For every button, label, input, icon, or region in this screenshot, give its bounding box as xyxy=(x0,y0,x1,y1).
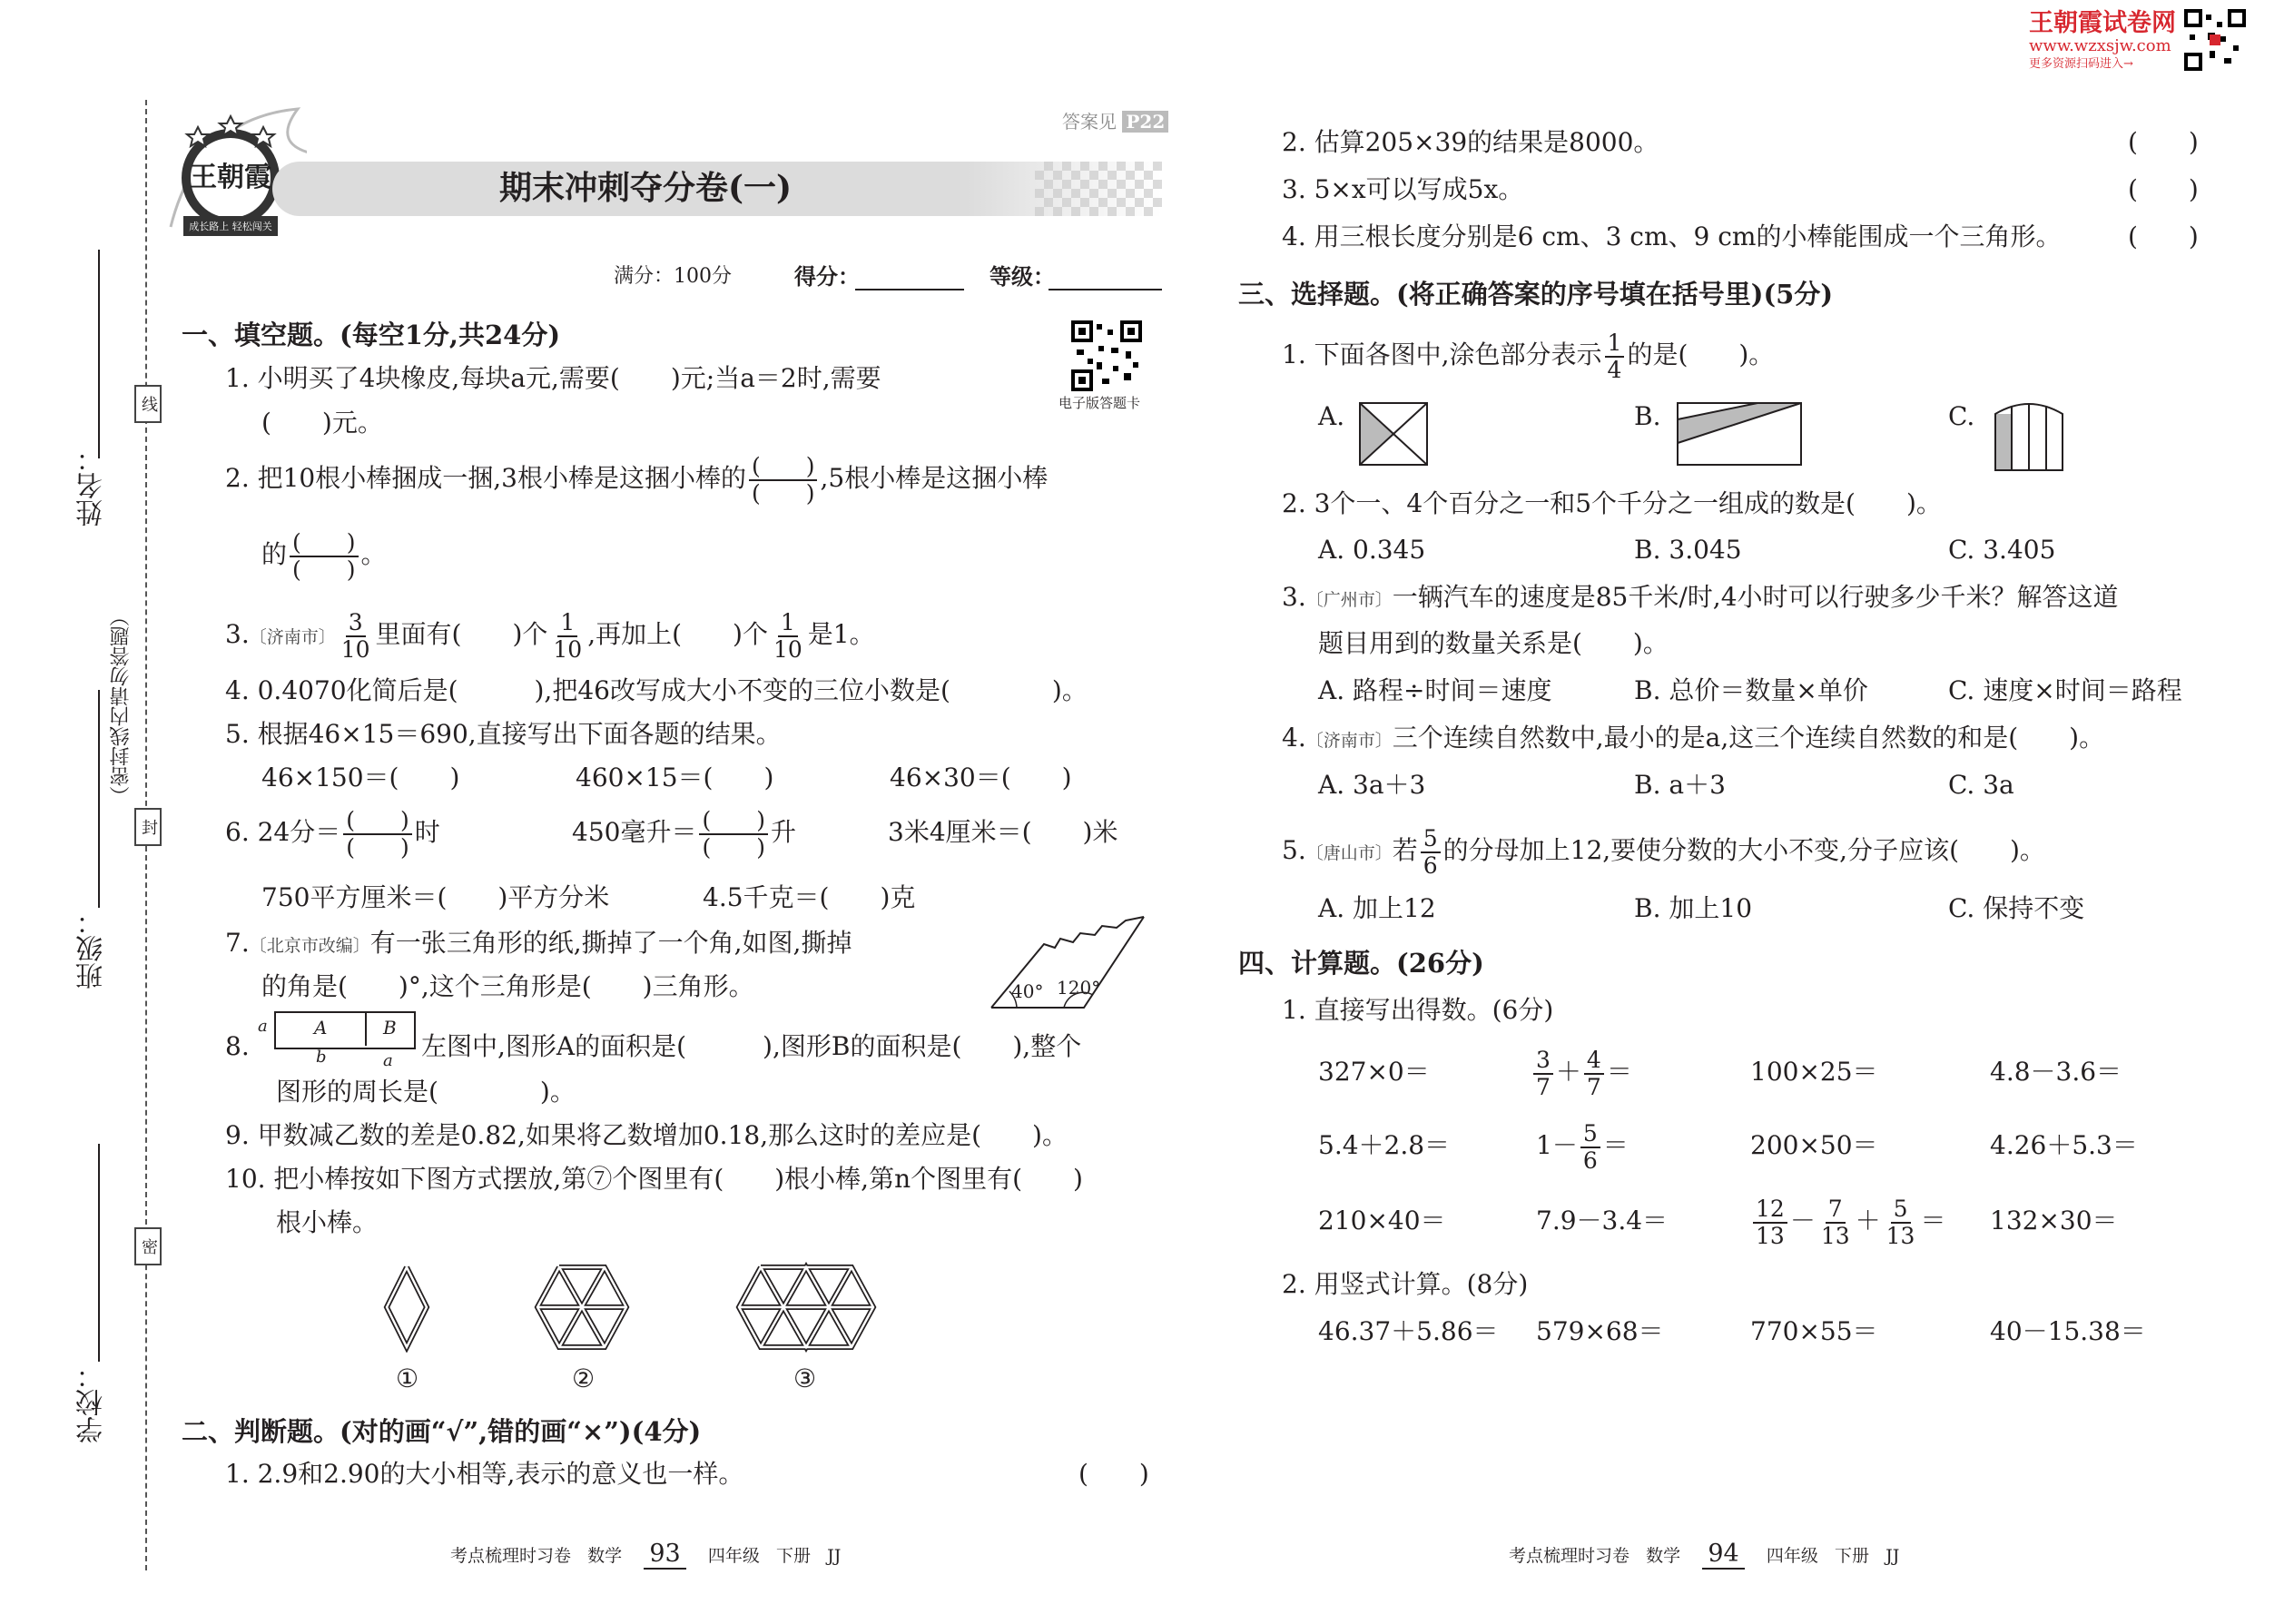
choice-q1-figure-B xyxy=(1676,401,1803,467)
choice-q3-opt-B[interactable]: B. 总价＝数量×单价 xyxy=(1634,675,1868,705)
choice-q1-figure-A xyxy=(1358,401,1429,467)
logo-subtitle: 成长路上 轻松闯关 xyxy=(189,221,272,232)
watermark-url: www.wzxsjw.com xyxy=(2029,36,2171,55)
choice-q5-line: 5.〔唐山市〕若 $\frac{5}{6}$ 的分母加上12,要使分数的大小不变,分子应该( )。 xyxy=(1282,824,2045,879)
seal-mark-seal: 封 xyxy=(134,808,162,846)
choice-q1-opt-A[interactable]: A. xyxy=(1318,401,1345,431)
choice-q3-opt-C[interactable]: C. 速度×时间＝路程 xyxy=(1948,675,2182,705)
choice-q5-opt-C[interactable]: C. 保持不变 xyxy=(1948,893,2085,923)
q2-fraction-blank-2[interactable]: $\frac{( )}{( )}$ xyxy=(290,530,359,583)
calc-r4-c1: 46.37＋5.86＝ xyxy=(1318,1316,1499,1346)
calc-r2-c2: 1－ $\frac{5}{6}$ ＝ xyxy=(1536,1119,1629,1174)
q9-line: 9. 甲数减乙数的差是0.82,如果将乙数增加0.18,那么这时的差应是( )。 xyxy=(225,1120,1068,1150)
calc-r2-c3: 200×50＝ xyxy=(1750,1130,1878,1160)
calc-r4-c2: 579×68＝ xyxy=(1536,1316,1664,1346)
calc-r1-c2: $\frac{3}{7}$ ＋ $\frac{4}{7}$ ＝ xyxy=(1531,1044,1632,1100)
judge-q4: 4. 用三根长度分别是6 cm、3 cm、9 cm的小棒能围成一个三角形。 xyxy=(1282,221,2062,251)
choice-q1: 1. 下面各图中,涂色部分表示 $\frac{1}{4}$ 的是( )。 xyxy=(1282,329,1775,383)
choice-q5-source-tag: 〔唐山市〕 xyxy=(1305,843,1393,863)
q10-figure-2 xyxy=(532,1262,632,1353)
choice-q5-opt-B[interactable]: B. 加上10 xyxy=(1634,893,1753,923)
judge-q2: 2. 估算205×39的结果是8000。 xyxy=(1282,127,1659,157)
q5-item-2: 460×15＝( ) xyxy=(576,763,774,792)
calc-r3-c2: 7.9－3.4＝ xyxy=(1536,1206,1669,1235)
q10-label-1: ① xyxy=(396,1363,419,1393)
q6-fraction-blank-1[interactable]: $\frac{( )}{( )}$ xyxy=(343,808,412,861)
choice-q1-opt-B[interactable]: B. xyxy=(1634,401,1661,431)
section1-title: 一、填空题。(每空1分,共24分) xyxy=(182,320,561,350)
calc-sub1-title: 1. 直接写出得数。(6分) xyxy=(1282,995,1554,1025)
choice-q3-line1: 3.〔广州市〕一辆汽车的速度是85千米/时,4小时可以行驶多少千米？解答这道 xyxy=(1282,582,2119,612)
q7-angle-120: 120° xyxy=(1057,977,1101,999)
calc-r4-c3: 770×55＝ xyxy=(1750,1316,1878,1346)
calc-r1-c4: 4.8－3.6＝ xyxy=(1990,1057,2122,1087)
calc-r3-c1: 210×40＝ xyxy=(1318,1206,1446,1235)
q5-line: 5. 根据46×15＝690,直接写出下面各题的结果。 xyxy=(225,719,782,749)
q2-line1 xyxy=(225,450,1048,507)
q2-line2 xyxy=(261,527,387,583)
choice-q4-opt-B[interactable]: B. a＋3 xyxy=(1634,770,1726,800)
q10-line2: 根小棒。 xyxy=(276,1207,379,1237)
judge-q2-answer[interactable]: ( ) xyxy=(2128,127,2199,157)
page-number-94: 94 xyxy=(1702,1540,1744,1570)
name-label: 姓名： xyxy=(76,445,108,527)
q3-line: 3.〔济南市〕 $\frac{3}{10}$ 里面有( )个 $\frac{1}{10}$ ,再加上( )个 $\frac{1}{10}$ 是1。 xyxy=(225,608,875,663)
q2-text-c: 的 xyxy=(261,539,288,569)
q2-fraction-blank-1[interactable]: $\frac{( )}{( )}$ xyxy=(749,454,818,507)
school-label: 学校： xyxy=(76,1362,108,1443)
q10-figure-1 xyxy=(379,1262,434,1353)
watermark-more: 更多资源扫码进入→ xyxy=(2029,57,2133,71)
q8-number: 8. xyxy=(225,1031,250,1061)
choice-q1-opt-C[interactable]: C. xyxy=(1948,401,1975,431)
q6-item-3: 3米4厘米＝( )米 xyxy=(888,817,1118,847)
q8-label-b: b xyxy=(316,1048,327,1067)
title-banner-checker xyxy=(1035,162,1162,216)
choice-q2-opt-A[interactable]: A. 0.345 xyxy=(1318,535,1426,565)
choice-q5-opt-A[interactable]: A. 加上12 xyxy=(1318,893,1436,923)
footer-left: 考点梳理时习卷 数学 93 四年级 下册 JJ xyxy=(450,1540,842,1568)
calc-r1-c1: 327×0＝ xyxy=(1318,1057,1430,1087)
answer-reference xyxy=(1062,107,1168,133)
score-label: 得分： xyxy=(794,263,860,290)
answer-ref-label: 答案见 xyxy=(1062,111,1117,133)
q5-item-1: 46×150＝( ) xyxy=(261,763,460,792)
choice-q4-line: 4.〔济南市〕三个连续自然数中,最小的是a,这三个连续自然数的和是( )。 xyxy=(1282,723,2105,753)
grade-field[interactable] xyxy=(1049,289,1162,290)
section2-title: 二、判断题。(对的画“√”,错的画“×”)(4分) xyxy=(182,1416,702,1447)
choice-q3-opt-A[interactable]: A. 路程÷时间＝速度 xyxy=(1318,675,1552,705)
q7-torn-triangle-figure xyxy=(989,908,1153,1013)
q5-item-3: 46×30＝( ) xyxy=(890,763,1072,792)
q8-line2: 图形的周长是( )。 xyxy=(276,1077,576,1107)
judge-q1: 1. 2.9和2.90的大小相等,表示的意义也一样。 xyxy=(225,1459,744,1489)
calc-r2-c4: 4.26＋5.3＝ xyxy=(1990,1130,2138,1160)
choice-q3-line2: 题目用到的数量关系是( )。 xyxy=(1318,628,1669,658)
q2-text-d: 。 xyxy=(360,539,387,569)
judge-q3: 3. 5×x可以写成5x。 xyxy=(1282,174,1524,204)
q6-item-2: 450毫升＝ $\frac{( )}{( )}$ 升 xyxy=(572,806,796,861)
seal-mark-secret: 密 xyxy=(134,1227,162,1265)
answer-ref-page: P22 xyxy=(1122,111,1168,133)
qr-caption: 电子版答题卡 xyxy=(1058,395,1141,411)
q10-label-3: ③ xyxy=(793,1363,817,1393)
q2-text-b: ,5根小棒是这捆小棒 xyxy=(820,463,1049,493)
grade-label: 等级： xyxy=(989,263,1055,290)
choice-q1-fraction: $\frac{1}{4}$ xyxy=(1605,330,1625,383)
class-field[interactable] xyxy=(98,690,100,908)
page-number-93: 93 xyxy=(644,1540,685,1570)
calc-r2-c1: 5.4＋2.8＝ xyxy=(1318,1130,1451,1160)
choice-q2-opt-C[interactable]: C. 3.405 xyxy=(1948,535,2056,565)
calc-r3-c3: $\frac{12}{13}$ － $\frac{7}{13}$ ＋ $\frac{5}{13}$ ＝ xyxy=(1750,1193,1945,1249)
section4-title: 四、计算题。(26分) xyxy=(1238,948,1484,979)
calc-r3-c4: 132×30＝ xyxy=(1990,1206,2118,1235)
watermark-qr-code[interactable] xyxy=(2184,9,2246,71)
choice-q4-opt-A[interactable]: A. 3a＋3 xyxy=(1318,770,1426,800)
q1-line1: 1. 小明买了4块橡皮,每块a元,需要( )元;当a＝2时,需要 xyxy=(225,363,881,393)
q1-line2: ( )元。 xyxy=(261,408,383,438)
q8-label-B: B xyxy=(383,1017,397,1038)
calc-sub2-title: 2. 用竖式计算。(8分) xyxy=(1282,1269,1529,1299)
q3-source-tag: 〔济南市〕 xyxy=(249,627,336,647)
q6-fraction-blank-2[interactable]: $\frac{( )}{( )}$ xyxy=(699,808,768,861)
q8-line1: 左图中,图形A的面积是( ),图形B的面积是( ),整个 xyxy=(421,1031,1082,1061)
footer-right: 考点梳理时习卷 数学 94 四年级 下册 JJ xyxy=(1509,1540,1900,1568)
q8-label-a-left: a xyxy=(258,1017,268,1036)
q7-line2: 的角是( )°,这个三角形是( )三角形。 xyxy=(261,971,754,1001)
binding-notice: （密封线内请勿答题） xyxy=(110,606,133,806)
school-field[interactable] xyxy=(98,1144,100,1362)
q4-line: 4. 0.4070化简后是( ),把46改写成大小不变的三位小数是( )。 xyxy=(225,675,1088,705)
calc-r4-c4: 40－15.38＝ xyxy=(1990,1316,2146,1346)
class-label: 班级： xyxy=(76,908,108,989)
choice-q4-opt-C[interactable]: C. 3a xyxy=(1948,770,2014,800)
answer-card-qr-code[interactable] xyxy=(1071,320,1142,391)
q2-text-a: 2. 把10根小棒捆成一捆,3根小棒是这捆小棒的 xyxy=(225,463,746,493)
choice-q4-source-tag: 〔济南市〕 xyxy=(1305,731,1393,751)
q3-fraction-2: $\frac{1}{10}$ xyxy=(553,608,583,663)
q3-fraction-1: $\frac{3}{10}$ xyxy=(340,608,370,663)
q6-item-5: 4.5千克＝( )克 xyxy=(703,882,916,912)
q8-label-a-bottom: a xyxy=(383,1051,393,1070)
q6-item-1: 6. 24分＝ $\frac{( )}{( )}$ 时 xyxy=(225,806,440,861)
choice-q5-fraction: $\frac{5}{6}$ xyxy=(1421,826,1441,879)
calc-r1-c3: 100×25＝ xyxy=(1750,1057,1878,1087)
page-title: 期末冲刺夺分卷(一) xyxy=(499,169,793,207)
section3-title: 三、选择题。(将正确答案的序号填在括号里)(5分) xyxy=(1238,279,1834,310)
choice-q3-source-tag: 〔广州市〕 xyxy=(1305,590,1393,610)
q10-line1: 10. 把小棒按如下图方式摆放,第⑦个图里有( )根小棒,第n个图里有( ) xyxy=(225,1164,1083,1194)
choice-q2-opt-B[interactable]: B. 3.045 xyxy=(1634,535,1742,565)
name-field[interactable] xyxy=(98,250,100,458)
q8-label-A: A xyxy=(314,1017,328,1038)
q7-source-tag: 〔北京市改编〕 xyxy=(249,936,370,956)
q7-line1: 7.〔北京市改编〕有一张三角形的纸,撕掉了一个角,如图,撕掉 xyxy=(225,928,852,958)
q3-fraction-3: $\frac{1}{10}$ xyxy=(773,608,802,663)
watermark-brand: 王朝霞试卷网 xyxy=(2029,9,2176,37)
full-score: 满分：100分 xyxy=(614,265,732,288)
score-field[interactable] xyxy=(855,289,964,290)
q6-item-4: 750平方厘米＝( )平方分米 xyxy=(261,882,610,912)
q7-angle-40: 40° xyxy=(1011,980,1044,1002)
q10-figure-3 xyxy=(733,1262,879,1353)
choice-q2: 2. 3个一、4个百分之一和5个千分之一组成的数是( )。 xyxy=(1282,488,1942,518)
q8-rectangle-figure xyxy=(256,1008,419,1071)
q10-label-2: ② xyxy=(572,1363,596,1393)
choice-q1-figure-C xyxy=(1994,399,2064,472)
logo-text: 王朝霞 xyxy=(190,162,271,193)
judge-q4-answer[interactable]: ( ) xyxy=(2128,221,2199,251)
judge-q3-answer[interactable]: ( ) xyxy=(2128,174,2199,204)
seal-mark-line: 线 xyxy=(134,385,162,423)
judge-q1-answer[interactable]: ( ) xyxy=(1078,1459,1149,1489)
